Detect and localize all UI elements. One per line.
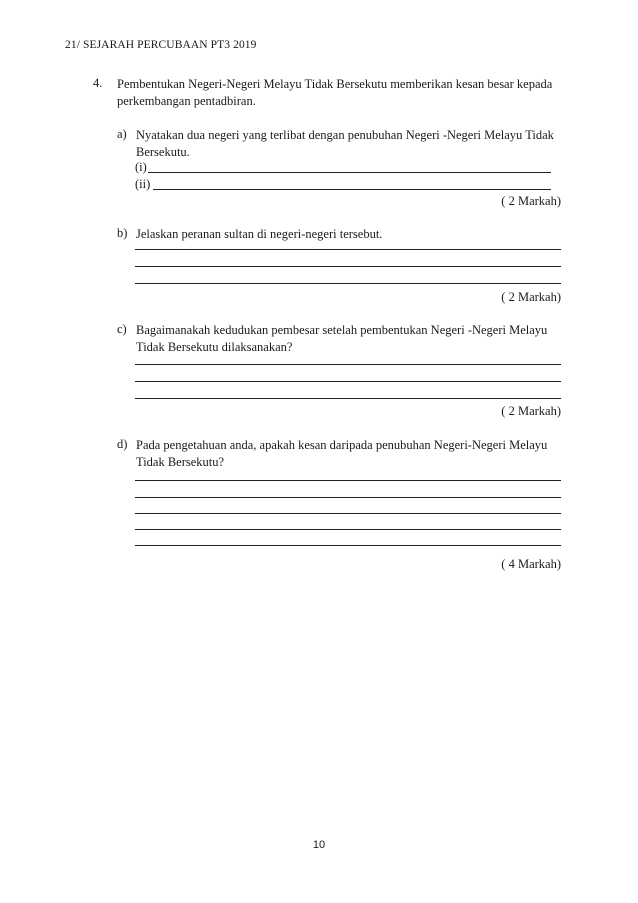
part-b-marks: ( 2 Markah) (501, 290, 561, 304)
answer-line-d-1[interactable] (135, 480, 561, 481)
page-header: 21/ SEJARAH PERCUBAAN PT3 2019 (65, 39, 257, 51)
answer-line-c-1[interactable] (135, 364, 561, 365)
part-d-label: d) (117, 437, 128, 451)
part-c-marks: ( 2 Markah) (501, 404, 561, 418)
answer-line-c-2[interactable] (135, 381, 561, 382)
part-d-marks: ( 4 Markah) (501, 557, 561, 571)
part-b-label: b) (117, 226, 128, 240)
answer-line-d-5[interactable] (135, 545, 561, 546)
part-a-marks: ( 2 Markah) (501, 194, 561, 208)
answer-underline (148, 172, 551, 173)
answer-line-b-2[interactable] (135, 266, 561, 267)
part-c-text: Bagaimanakah kedudukan pembesar setelah pembentukan Negeri -Negeri Melayu Tidak Bersekutu dilaksanakan? (136, 323, 548, 354)
answer-line-b-3[interactable] (135, 283, 561, 284)
part-d-text: Pada pengetahuan anda, apakah kesan daripada penubuhan Negeri-Negeri Melayu Tidak Bersekutu? (136, 438, 548, 469)
part-a-label: a) (117, 127, 127, 141)
answer-underline (153, 189, 551, 190)
answer-line-b-1[interactable] (135, 249, 561, 250)
answer-line-d-4[interactable] (135, 529, 561, 530)
question-number: 4. (93, 76, 103, 90)
answer-line-d-2[interactable] (135, 497, 561, 498)
part-a-text: Nyatakan dua negeri yang terlibat dengan penubuhan Negeri -Negeri Melayu Tidak Bersekutu. (136, 128, 554, 159)
answer-line-d-3[interactable] (135, 513, 561, 514)
question-text: Pembentukan Negeri-Negeri Melayu Tidak Bersekutu memberikan kesan besar kepada perkembangan pentadbiran. (117, 77, 553, 108)
page-number: 10 (312, 839, 326, 851)
roman-label-ii: (ii) (135, 177, 151, 191)
part-b-text: Jelaskan peranan sultan di negeri-negeri tersebut. (136, 227, 383, 241)
part-c-label: c) (117, 322, 127, 336)
roman-label-i: (i) (135, 160, 147, 174)
answer-line-c-3[interactable] (135, 398, 561, 399)
